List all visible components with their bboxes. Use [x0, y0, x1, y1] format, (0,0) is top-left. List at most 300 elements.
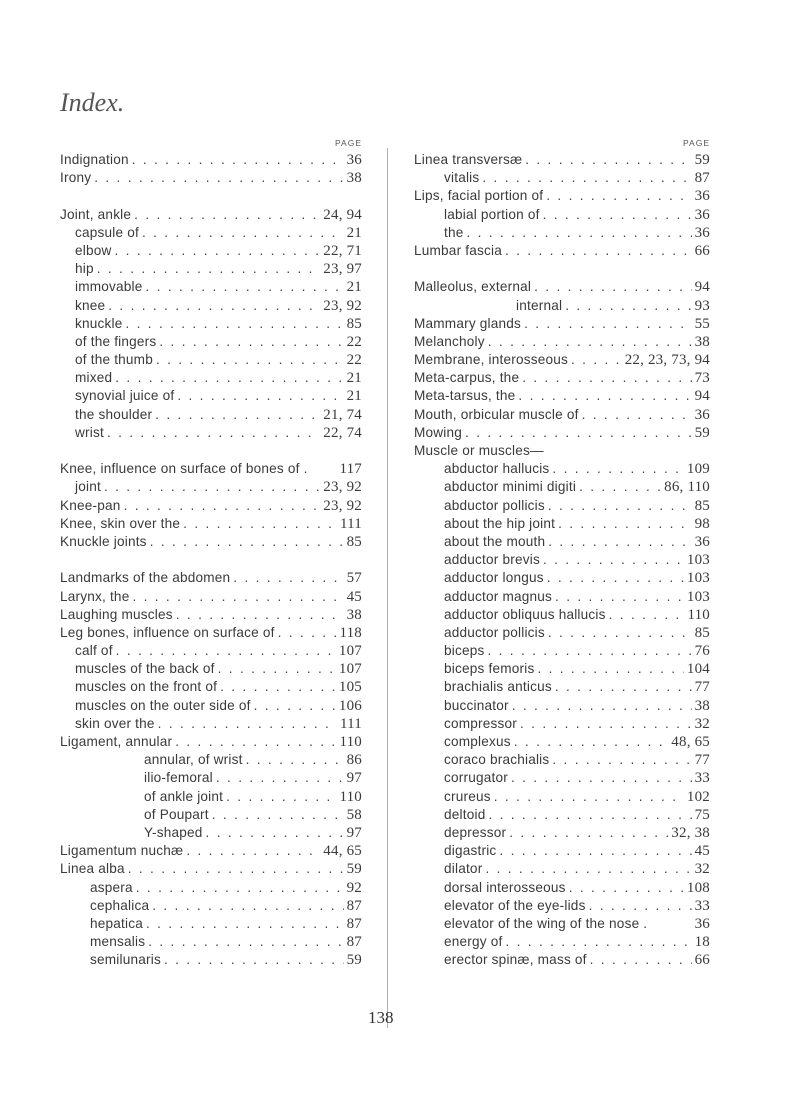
index-entry-label: of ankle joint — [144, 788, 224, 804]
index-entry-label: dorsal interosseous — [444, 879, 566, 895]
index-entry-page: 32 — [694, 715, 710, 732]
index-entry-page: 59 — [346, 952, 362, 969]
index-entry-label: corrugator — [444, 770, 508, 786]
index-entry-label: annular, of wrist — [144, 752, 243, 768]
index-entry-page: 48, 65 — [671, 734, 710, 750]
index-entry — [60, 934, 362, 952]
dot-leader — [548, 534, 691, 549]
index-entry — [414, 207, 710, 225]
index-entry-page: 32, 38 — [671, 824, 710, 841]
index-entry-label: ilio-femoral — [144, 770, 213, 786]
index-entry-page: 33 — [694, 897, 710, 914]
index-entry-label: elbow — [75, 242, 112, 258]
index-entry — [414, 661, 710, 679]
index-entry-label: abductor pollicis — [444, 497, 545, 513]
index-entry — [60, 334, 362, 352]
index-entry — [414, 498, 710, 516]
index-entry-page: 24, 94 — [323, 206, 362, 223]
index-entry-page: 23, 92 — [323, 297, 362, 314]
index-entry-page: 87 — [346, 934, 362, 951]
index-entry-label: abductor hallucis — [444, 461, 550, 477]
dot-leader — [514, 734, 669, 749]
index-entry-label: adductor longus — [444, 570, 544, 586]
index-entry — [414, 679, 710, 697]
index-entry-page: 111 — [340, 715, 362, 732]
index-entry-label: vitalis — [444, 170, 480, 186]
dot-leader — [488, 807, 691, 822]
index-entry — [414, 279, 710, 297]
index-entry — [60, 625, 362, 643]
dot-leader — [488, 643, 692, 658]
index-entry-label: muscles of the back of — [75, 661, 215, 677]
dot-leader — [212, 807, 344, 822]
index-entry-page: 22 — [346, 352, 362, 369]
index-entry — [60, 916, 362, 934]
index-entry-page: 36 — [694, 915, 710, 932]
dot-leader — [534, 279, 691, 294]
dot-leader — [134, 207, 320, 222]
index-entry-label: Malleolus, external — [414, 279, 532, 295]
index-entry — [414, 534, 710, 552]
index-entry-label: mixed — [75, 370, 113, 386]
index-entry-page: 23, 97 — [323, 261, 362, 278]
index-entry-label: Knee, skin over the — [60, 515, 181, 531]
index-entry-page: 110 — [339, 788, 362, 805]
index-entry-page: 85 — [694, 497, 710, 514]
dot-leader — [164, 952, 344, 967]
index-entry-label: of the fingers — [75, 333, 157, 349]
index-entry-label: capsule of — [75, 224, 139, 240]
index-entry-page: 118 — [339, 624, 362, 641]
index-entry-page: 85 — [346, 533, 362, 550]
index-column-right — [414, 138, 710, 970]
index-entry-label: wrist — [75, 424, 104, 440]
index-entry — [414, 425, 710, 443]
index-entry — [414, 170, 710, 188]
index-entry — [414, 716, 710, 734]
index-entry — [414, 570, 710, 588]
index-entry-label: about the hip joint — [444, 515, 556, 531]
index-entry-page: 87 — [346, 897, 362, 914]
index-entry — [60, 698, 362, 716]
dot-leader — [488, 334, 692, 349]
index-entry — [60, 225, 362, 243]
index-entry — [414, 789, 710, 807]
index-entry-label: coraco brachialis — [444, 752, 550, 768]
index-entry-page: 22, 23, 73, 94 — [624, 352, 710, 369]
index-entry-page: 103 — [686, 570, 710, 587]
index-entry-label: joint — [75, 479, 101, 495]
dot-leader — [218, 661, 336, 676]
dot-leader — [206, 825, 344, 840]
index-entry-label: Melancholy — [414, 333, 485, 349]
dot-leader — [150, 534, 344, 549]
index-entry-page: 38 — [346, 170, 362, 187]
index-entry-page: 36 — [694, 224, 710, 241]
dot-leader — [132, 589, 343, 604]
index-entry-page: 94 — [694, 279, 710, 296]
dot-leader — [520, 716, 692, 731]
index-entry — [414, 243, 710, 261]
index-entry-page: 87 — [694, 170, 710, 187]
index-entry-label: calf of — [75, 643, 113, 659]
index-entry-page: 98 — [694, 515, 710, 532]
index-spacer — [60, 188, 362, 206]
dot-leader — [176, 607, 344, 622]
dot-leader — [512, 698, 692, 713]
index-entries-right — [414, 152, 710, 970]
index-entry-page: 110 — [687, 606, 710, 623]
index-entry-label: adductor magnus — [444, 588, 553, 604]
index-entries-left — [60, 152, 362, 970]
index-entry-label: elevator of the wing of the nose . — [444, 915, 648, 931]
index-entry-label: mensalis — [90, 934, 146, 950]
index-entry-label: digastric — [444, 843, 497, 859]
index-entry — [60, 752, 362, 770]
index-entry — [60, 570, 362, 588]
index-entry — [60, 152, 362, 170]
index-entry-label: energy of — [444, 934, 503, 950]
index-entry-page: 23, 92 — [323, 479, 362, 496]
index-entry-page: 21 — [346, 279, 362, 296]
dot-leader — [128, 861, 344, 876]
index-entry — [60, 498, 362, 516]
index-entry — [414, 825, 710, 843]
index-entry — [60, 352, 362, 370]
index-entry — [414, 589, 710, 607]
index-entry-page: 66 — [694, 242, 710, 259]
index-entry-label: crureus — [444, 788, 491, 804]
dot-leader — [485, 861, 691, 876]
dot-leader — [565, 298, 691, 313]
dot-leader — [226, 789, 336, 804]
dot-leader — [569, 880, 684, 895]
index-entry-page: 97 — [346, 824, 362, 841]
index-entry-page: 22 — [346, 333, 362, 350]
index-spacer — [414, 261, 710, 279]
dot-leader — [216, 770, 344, 785]
index-entry-label: Landmarks of the abdomen — [60, 570, 231, 586]
index-entry-label: Knuckle joints — [60, 533, 147, 549]
index-entry — [60, 298, 362, 316]
dot-leader — [482, 170, 691, 185]
dot-leader — [518, 388, 691, 403]
index-entry-page: 87 — [346, 915, 362, 932]
index-entry — [414, 734, 710, 752]
index-entry-label: cephalica — [90, 897, 150, 913]
dot-leader — [116, 643, 336, 658]
index-entry-page: 23, 92 — [323, 497, 362, 514]
dot-leader — [158, 716, 337, 731]
index-entry-label: biceps — [444, 643, 485, 659]
dot-leader — [548, 498, 692, 513]
index-entry-page: 93 — [694, 297, 710, 314]
index-entry — [60, 770, 362, 788]
index-entry — [414, 843, 710, 861]
index-entry-label: compressor — [444, 715, 518, 731]
dot-leader — [609, 607, 685, 622]
index-entry-page: 58 — [346, 806, 362, 823]
index-entry-label: Linea transversæ — [414, 152, 523, 167]
index-entry-page: 75 — [694, 806, 710, 823]
index-entry-page: 36 — [694, 406, 710, 423]
index-entry-label: hepatica — [90, 915, 143, 931]
page-column-header: PAGE — [335, 138, 362, 148]
index-entry — [60, 407, 362, 425]
index-entry — [60, 370, 362, 388]
index-entry-page: 21 — [346, 388, 362, 405]
index-entry-label: Linea alba — [60, 861, 125, 877]
dot-leader — [107, 425, 320, 440]
index-entry-page: 59 — [694, 152, 710, 168]
index-entry-label: Leg bones, influence on surface of — [60, 624, 275, 640]
index-entry-label: the shoulder — [75, 406, 153, 422]
dot-leader — [558, 516, 691, 531]
index-entry — [60, 952, 362, 970]
index-entry-label: skin over the — [75, 715, 155, 731]
index-entry — [414, 607, 710, 625]
dot-leader — [97, 261, 321, 276]
index-entry — [60, 716, 362, 734]
index-entry — [60, 243, 362, 261]
index-entry-label: Knee-pan — [60, 497, 121, 513]
index-entry — [60, 825, 362, 843]
index-entry-page: 86, 110 — [664, 479, 710, 496]
index-entry-label: Mouth, orbicular muscle of — [414, 406, 579, 422]
dot-leader — [509, 825, 668, 840]
index-entry — [60, 807, 362, 825]
index-entry-label: Membrane, interosseous — [414, 352, 569, 368]
index-entry-page: 77 — [694, 679, 710, 696]
index-entry — [414, 225, 710, 243]
dot-leader — [522, 370, 691, 385]
index-entry-page: 21, 74 — [323, 406, 362, 423]
index-entry — [414, 898, 710, 916]
index-entry — [414, 443, 710, 461]
index-entry-label: Lumbar fascia — [414, 242, 502, 258]
dot-leader — [525, 152, 691, 167]
index-entry-label: knuckle — [75, 315, 123, 331]
dot-leader — [246, 752, 344, 767]
index-entry-label: about the mouth — [444, 533, 546, 549]
index-entry — [60, 207, 362, 225]
index-entry — [414, 298, 710, 316]
dot-leader — [177, 388, 343, 403]
index-entry-page: 38 — [346, 606, 362, 623]
index-entry-label: semilunaris — [90, 952, 161, 968]
index-entry-page: 21 — [346, 224, 362, 241]
index-entry-page: 97 — [346, 770, 362, 787]
index-entry-label: adductor pollicis — [444, 624, 545, 640]
index-entry-label: Larynx, the — [60, 588, 130, 604]
index-entry — [60, 880, 362, 898]
index-entry-label: elevator of the eye-lids — [444, 897, 586, 913]
dot-leader — [186, 843, 320, 858]
index-entry-label: biceps femoris — [444, 661, 535, 677]
index-entry-page: 103 — [686, 552, 710, 569]
dot-leader — [159, 334, 343, 349]
index-entry — [414, 316, 710, 334]
index-entry — [60, 388, 362, 406]
dot-leader — [126, 316, 344, 331]
index-entry — [60, 734, 362, 752]
index-entry-page: 117 — [339, 461, 362, 478]
index-entry-label: brachialis anticus — [444, 679, 552, 695]
index-entry-label: Irony — [60, 170, 92, 186]
index-entry — [414, 407, 710, 425]
dot-leader — [155, 407, 320, 422]
index-entry-label: synovial juice of — [75, 388, 175, 404]
index-entry-label: Knee, influence on surface of bones of . — [60, 461, 308, 477]
index-entry-label: Y-shaped — [144, 824, 203, 840]
index-entry-label: Mammary glands — [414, 315, 522, 331]
index-entry-page: 45 — [694, 843, 710, 860]
index-entry — [60, 316, 362, 334]
index-entry-label: knee — [75, 297, 106, 313]
index-entry — [60, 425, 362, 443]
dot-leader — [548, 625, 692, 640]
index-entry-label: Meta-tarsus, the — [414, 388, 516, 404]
index-entry-label: Ligament, annular — [60, 734, 173, 749]
dot-leader — [152, 898, 343, 913]
index-entry-page: 73 — [694, 370, 710, 387]
dot-leader — [582, 407, 692, 422]
dot-leader — [142, 225, 344, 240]
index-entry-page: 109 — [686, 461, 710, 478]
dot-leader — [94, 170, 343, 185]
index-entry-page: 55 — [694, 315, 710, 332]
index-entry-page: 111 — [340, 515, 362, 532]
dot-leader — [136, 880, 344, 895]
index-entry-page: 110 — [339, 734, 362, 750]
dot-leader — [555, 589, 684, 604]
dot-leader — [579, 479, 661, 494]
dot-leader — [552, 461, 683, 476]
index-entry-label: Lips, facial portion of — [414, 188, 544, 204]
index-entry — [414, 770, 710, 788]
dot-leader — [590, 952, 692, 967]
index-entry-label: the — [444, 224, 464, 240]
index-spacer — [60, 443, 362, 461]
index-entry-page: 77 — [694, 752, 710, 769]
index-entry — [414, 752, 710, 770]
index-entry-label: deltoid — [444, 806, 486, 822]
index-entry-page: 21 — [346, 370, 362, 387]
dot-leader — [511, 770, 692, 785]
index-entry — [60, 843, 362, 861]
index-entry-page: 36 — [694, 533, 710, 550]
index-entry — [60, 589, 362, 607]
index-entry-label: erector spinæ, mass of — [444, 952, 587, 968]
index-entry — [60, 789, 362, 807]
index-entry — [414, 880, 710, 898]
index-entry-page: 57 — [346, 570, 362, 587]
index-entry-page: 44, 65 — [323, 843, 362, 860]
dot-leader — [233, 570, 343, 585]
index-entry-label: dilator — [444, 861, 483, 877]
index-entry-label: immovable — [75, 279, 143, 295]
index-entry-page: 76 — [694, 643, 710, 660]
index-entry-label: Meta-carpus, the — [414, 370, 520, 386]
index-entry-label: muscles on the outer side of — [75, 697, 251, 713]
index-entry — [414, 916, 710, 934]
index-entry-label: buccinator — [444, 697, 509, 713]
index-entry — [414, 934, 710, 952]
index-entry — [60, 170, 362, 188]
index-entry-page: 36 — [346, 152, 362, 168]
index-entry — [60, 534, 362, 552]
dot-leader — [505, 243, 692, 258]
index-entry-page: 107 — [338, 661, 362, 678]
index-entry — [414, 643, 710, 661]
index-entry-label: Laughing muscles — [60, 606, 173, 622]
index-entry-page: 18 — [694, 934, 710, 951]
index-entry-label: Muscle or muscles— — [414, 443, 544, 458]
index-entry-label: Mowing — [414, 424, 463, 440]
column-divider — [387, 148, 388, 1028]
index-entry-page: 107 — [338, 643, 362, 660]
index-entry-label: of Poupart — [144, 806, 209, 822]
index-entry — [60, 261, 362, 279]
dot-leader — [494, 789, 684, 804]
index-entry — [60, 279, 362, 297]
dot-leader — [524, 316, 692, 331]
index-entry — [414, 552, 710, 570]
index-entry — [414, 188, 710, 206]
index-entry — [414, 152, 710, 170]
index-entry — [414, 698, 710, 716]
dot-leader — [132, 152, 344, 167]
dot-leader — [546, 188, 691, 203]
index-entry — [414, 479, 710, 497]
index-entry-label: Indignation — [60, 152, 129, 167]
index-entry-label: muscles on the front of — [75, 679, 218, 695]
index-entry-page: 86 — [346, 752, 362, 769]
index-entry — [60, 479, 362, 497]
index-entry-page: 104 — [686, 661, 710, 678]
dot-leader — [254, 698, 336, 713]
index-entry — [414, 625, 710, 643]
index-entry-page: 33 — [694, 770, 710, 787]
index-entry-page: 36 — [694, 206, 710, 223]
index-entry — [414, 388, 710, 406]
index-entry-label: labial portion of — [444, 206, 540, 222]
index-entry-page: 103 — [686, 588, 710, 605]
index-entry — [414, 370, 710, 388]
index-entry-page: 22, 74 — [323, 424, 362, 441]
index-entry — [414, 516, 710, 534]
index-entry — [414, 352, 710, 370]
dot-leader — [278, 625, 337, 640]
index-entry-label: complexus — [444, 734, 511, 749]
index-entry — [60, 607, 362, 625]
index-entry-page: 38 — [694, 333, 710, 350]
index-entry — [414, 334, 710, 352]
dot-leader — [547, 570, 684, 585]
dot-leader — [537, 661, 683, 676]
index-entry-label: adductor brevis — [444, 552, 540, 568]
index-entry-page: 59 — [694, 424, 710, 441]
index-entry-label: internal — [516, 297, 563, 313]
index-entry-label: Ligamentum nuchæ — [60, 843, 184, 859]
dot-leader — [571, 352, 622, 367]
index-entry-label: abductor minimi digiti — [444, 479, 577, 495]
index-entry-label: aspera — [90, 879, 133, 895]
dot-leader — [115, 243, 321, 258]
index-entry-page: 92 — [346, 879, 362, 896]
dot-leader — [156, 352, 344, 367]
index-entry-page: 66 — [694, 952, 710, 969]
